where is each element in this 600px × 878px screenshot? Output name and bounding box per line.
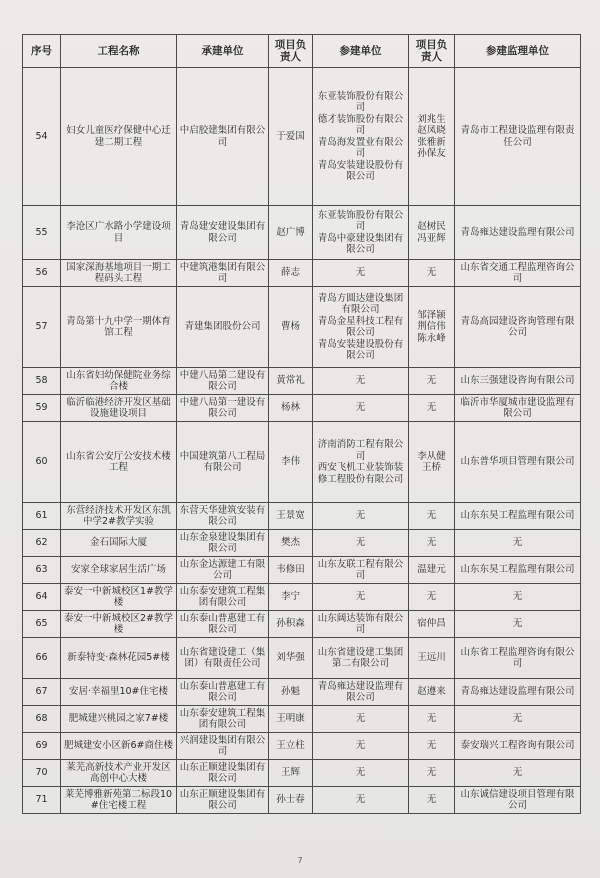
table-cell: 无 <box>313 787 409 814</box>
table-cell: 64 <box>23 584 61 611</box>
table-cell: 东亚装饰股份有限公司 青岛中豪建设集团有限公司 <box>313 206 409 260</box>
table-cell: 李沧区广水路小学建设项目 <box>61 206 177 260</box>
header-cell: 项目负责人 <box>409 35 455 68</box>
table-cell: 赵遵来 <box>409 679 455 706</box>
table-cell: 中建八局第一建设有限公司 <box>177 395 269 422</box>
table-cell: 莱芜博雅新苑第二标段10#住宅楼工程 <box>61 787 177 814</box>
table-cell: 无 <box>313 584 409 611</box>
table-row <box>23 733 581 760</box>
table-row <box>23 206 581 260</box>
project-table <box>22 34 581 814</box>
table-row <box>23 395 581 422</box>
table-cell: 62 <box>23 530 61 557</box>
table-cell: 无 <box>455 584 581 611</box>
table-cell: 泰安一中新城校区2#教学楼 <box>61 611 177 638</box>
table-cell: 于爱国 <box>269 68 313 206</box>
table-cell: 孙士春 <box>269 787 313 814</box>
table-cell: 56 <box>23 260 61 287</box>
table-cell: 孙魁 <box>269 679 313 706</box>
table-cell: 无 <box>409 706 455 733</box>
table-cell: 70 <box>23 760 61 787</box>
table-cell: 新泰特变·森林花园5#楼 <box>61 638 177 679</box>
table-row <box>23 422 581 503</box>
table-cell: 无 <box>409 733 455 760</box>
table-cell: 黄常礼 <box>269 368 313 395</box>
table-cell: 宿仲昌 <box>409 611 455 638</box>
table-cell: 东营经济技术开发区东凯中学2#教学实验 <box>61 503 177 530</box>
table-cell: 王辉 <box>269 760 313 787</box>
table-cell: 山东泰安建筑工程集团有限公司 <box>177 584 269 611</box>
table-cell: 樊杰 <box>269 530 313 557</box>
table-cell: 山东东昊工程监理有限公司 <box>455 503 581 530</box>
table-cell: 邹泽颍 荆信伟 陈永峰 <box>409 287 455 368</box>
table-cell: 69 <box>23 733 61 760</box>
table-cell: 山东省建设建工集团第二有限公司 <box>313 638 409 679</box>
table-cell: 青建集团股份公司 <box>177 287 269 368</box>
table-cell: 山东金泉建设集团有限公司 <box>177 530 269 557</box>
header-cell: 项目负责人 <box>269 35 313 68</box>
table-cell: 61 <box>23 503 61 530</box>
table-cell: 无 <box>409 760 455 787</box>
table-cell: 无 <box>455 611 581 638</box>
table-cell: 山东省妇幼保健院业务综合楼 <box>61 368 177 395</box>
table-row <box>23 638 581 679</box>
table-cell: 58 <box>23 368 61 395</box>
table-cell: 温建元 <box>409 557 455 584</box>
table-cell: 山东省交通工程监理咨询公司 <box>455 260 581 287</box>
table-cell: 无 <box>313 260 409 287</box>
table-cell: 杨林 <box>269 395 313 422</box>
table-cell: 肥城建兴桃园之家7#楼 <box>61 706 177 733</box>
table-cell: 青岛方圆达建设集团有限公司 青岛金星科技工程有限公司 青岛安装建设股份有限公司 <box>313 287 409 368</box>
table-cell: 无 <box>409 260 455 287</box>
table-cell: 中启胶建集团有限公司 <box>177 68 269 206</box>
table-row <box>23 530 581 557</box>
table-row <box>23 503 581 530</box>
table-cell: 王立柱 <box>269 733 313 760</box>
table-cell: 国家深海基地项目一期工程码头工程 <box>61 260 177 287</box>
table-cell: 山东阔达装饰有限公司 <box>313 611 409 638</box>
table-cell: 无 <box>313 368 409 395</box>
table-cell: 山东省工程监理咨询有限公司 <box>455 638 581 679</box>
table-row <box>23 611 581 638</box>
table-cell: 孙积森 <box>269 611 313 638</box>
table-cell: 肥城建安小区新6#商住楼 <box>61 733 177 760</box>
header-cell: 承建单位 <box>177 35 269 68</box>
table-cell: 安家全球家居生活广场 <box>61 557 177 584</box>
table-cell: 60 <box>23 422 61 503</box>
table-cell: 54 <box>23 68 61 206</box>
table-cell: 无 <box>455 706 581 733</box>
table-cell: 青岛雍达建设监理有限公司 <box>313 679 409 706</box>
table-row <box>23 260 581 287</box>
header-cell: 参建单位 <box>313 35 409 68</box>
page-number: 7 <box>297 856 303 865</box>
table-cell: 山东普华项目管理有限公司 <box>455 422 581 503</box>
table-cell: 临沂市华厦城市建设监理有限公司 <box>455 395 581 422</box>
table-cell: 无 <box>455 530 581 557</box>
table-cell: 无 <box>455 760 581 787</box>
table-cell: 韦修田 <box>269 557 313 584</box>
table-cell: 无 <box>313 395 409 422</box>
table-cell: 65 <box>23 611 61 638</box>
table-row <box>23 679 581 706</box>
table-cell: 济南消防工程有限公司 西安飞机工业装饰装修工程股份有限公司 <box>313 422 409 503</box>
table-cell: 王远川 <box>409 638 455 679</box>
table-cell: 55 <box>23 206 61 260</box>
table-cell: 无 <box>409 530 455 557</box>
table-cell: 刘兆生 赵凤晓 张雅新 孙保友 <box>409 68 455 206</box>
table-cell: 山东金达源建工有限公司 <box>177 557 269 584</box>
table-row <box>23 706 581 733</box>
table-cell: 泰安瑞兴工程咨询有限公司 <box>455 733 581 760</box>
table-cell: 青岛市工程建设监理有限责任公司 <box>455 68 581 206</box>
table-cell: 山东泰安建筑工程集团有限公司 <box>177 706 269 733</box>
table-cell: 泰安一中新城校区1#教学楼 <box>61 584 177 611</box>
table-cell: 李宁 <box>269 584 313 611</box>
table-cell: 山东三强建设咨询有限公司 <box>455 368 581 395</box>
table-cell: 66 <box>23 638 61 679</box>
table-cell: 曹杨 <box>269 287 313 368</box>
table-cell: 青岛第十九中学一期体育馆工程 <box>61 287 177 368</box>
table-cell: 无 <box>313 760 409 787</box>
table-cell: 63 <box>23 557 61 584</box>
table-cell: 安居·幸福里10#住宅楼 <box>61 679 177 706</box>
table-cell: 赵广博 <box>269 206 313 260</box>
table-cell: 59 <box>23 395 61 422</box>
table-cell: 无 <box>313 530 409 557</box>
table-cell: 赵树民 冯亚辉 <box>409 206 455 260</box>
table-row <box>23 584 581 611</box>
table-cell: 金石国际大厦 <box>61 530 177 557</box>
header-cell: 参建监理单位 <box>455 35 581 68</box>
table-row <box>23 287 581 368</box>
table-cell: 李从健 王桥 <box>409 422 455 503</box>
table-cell: 青岛雍达建设监理有限公司 <box>455 679 581 706</box>
table-cell: 临沂临港经济开发区基础设施建设项目 <box>61 395 177 422</box>
table-cell: 中建筑港集团有限公司 <box>177 260 269 287</box>
table-cell: 莱芜高新技术产业开发区高创中心大楼 <box>61 760 177 787</box>
table-cell: 刘华强 <box>269 638 313 679</box>
table-cell: 68 <box>23 706 61 733</box>
table-cell: 薛志 <box>269 260 313 287</box>
table-header-row <box>23 35 581 68</box>
table-cell: 无 <box>409 368 455 395</box>
table-cell: 李伟 <box>269 422 313 503</box>
table-cell: 山东友联工程有限公司 <box>313 557 409 584</box>
table-cell: 71 <box>23 787 61 814</box>
table-row <box>23 368 581 395</box>
table-cell: 57 <box>23 287 61 368</box>
table-cell: 无 <box>409 787 455 814</box>
table-cell: 中国建筑第八工程局有限公司 <box>177 422 269 503</box>
table-cell: 兴润建设集团有限公司 <box>177 733 269 760</box>
header-cell: 工程名称 <box>61 35 177 68</box>
table-cell: 无 <box>409 584 455 611</box>
table-cell: 青岛建安建设集团有限公司 <box>177 206 269 260</box>
table-cell: 67 <box>23 679 61 706</box>
table-cell: 东亚装饰股份有限公司 德才装饰股份有限公司 青岛海发置业有限公司 青岛安装建设股份有限公司 <box>313 68 409 206</box>
table-cell: 山东正顺建设集团有限公司 <box>177 760 269 787</box>
table-cell: 山东正顺建设集团有限公司 <box>177 787 269 814</box>
table-row <box>23 760 581 787</box>
table-cell: 青岛高园建设咨询管理有限公司 <box>455 287 581 368</box>
table-cell: 无 <box>313 706 409 733</box>
table-row <box>23 787 581 814</box>
table-cell: 山东泰山普惠建工有限公司 <box>177 679 269 706</box>
table-row <box>23 557 581 584</box>
header-cell: 序号 <box>23 35 61 68</box>
table-cell: 山东省公安厅公安技术楼工程 <box>61 422 177 503</box>
table-cell: 山东东昊工程监理有限公司 <box>455 557 581 584</box>
table-cell: 青岛雍达建设监理有限公司 <box>455 206 581 260</box>
table-cell: 无 <box>313 503 409 530</box>
table-cell: 山东诚信建设项目管理有限公司 <box>455 787 581 814</box>
table-cell: 无 <box>409 503 455 530</box>
table-row <box>23 68 581 206</box>
table-cell: 无 <box>409 395 455 422</box>
table-cell: 中建八局第二建设有限公司 <box>177 368 269 395</box>
table-cell: 山东泰山普惠建工有限公司 <box>177 611 269 638</box>
table-cell: 王明康 <box>269 706 313 733</box>
table-cell: 山东省建设建工（集团）有限责任公司 <box>177 638 269 679</box>
table-cell: 东营天华建筑安装有限公司 <box>177 503 269 530</box>
table-cell: 妇女儿童医疗保健中心迁建二期工程 <box>61 68 177 206</box>
table-cell: 王景宽 <box>269 503 313 530</box>
table-cell: 无 <box>313 733 409 760</box>
